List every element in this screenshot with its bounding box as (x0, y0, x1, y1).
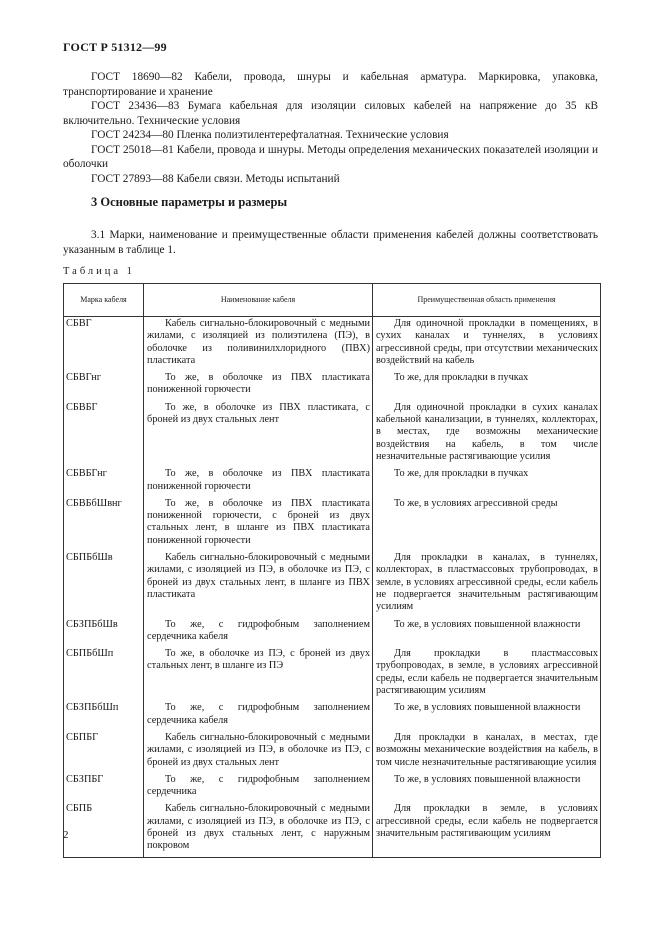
table-row (64, 497, 601, 551)
reference-item: ГОСТ 27893—88 Кабели связи. Методы испытаний (91, 172, 340, 185)
table-row (64, 647, 601, 701)
table-caption: Таблица 1 (63, 266, 135, 277)
cell-name: Кабель сигнально-блокировочный с медными жилами, с изоляцией из полиэтилена (ПЭ), в оболочке из поливинилхлоридного (ПВХ) пластиката (144, 317, 373, 372)
cell-application: Для прокладки в каналах, в туннелях, коллекторах, в пластмассовых трубопроводах, в земле, в условиях агрессивной среды, если кабель не подвергается значительным растягивающим усилиям (373, 551, 601, 617)
cell-application: Для одиночной прокладки в помещениях, в сухих каналах и туннелях, в условиях агрессивной среды, при отсутствии механических воздействий на кабель (373, 317, 601, 372)
document-header: ГОСТ Р 51312—99 (63, 40, 167, 54)
table-row (64, 551, 601, 617)
cell-application: Для прокладки в пластмассовых трубопроводах, в земле, в условиях агрессивной среды, если кабель не подвергается значительным растягивающим усилиям (373, 647, 601, 701)
section-title: 3 Основные параметры и размеры (91, 195, 288, 209)
table-row (64, 467, 601, 497)
references-list (63, 70, 598, 186)
cell-application: Для одиночной прокладки в сухих каналах кабельной канализации, в туннелях, коллекторах, в местах, где возможны механические воздействия на кабель, в том числе незначительные растягивающие усилия (373, 401, 601, 467)
reference-item: ГОСТ 23436—83 Бумага кабельная для изоляции силовых кабелей на напряжение до 35 кВ включительно. Технические условия (63, 100, 598, 127)
table-row (64, 701, 601, 731)
cell-mark: СБВБГ (64, 401, 144, 467)
cell-mark: СБПБбШв (64, 551, 144, 617)
cell-mark: СБВГ (64, 317, 144, 372)
cell-name: Кабель сигнально-блокировочный с медными жилами, с изоляцией из ПЭ, в оболочке из ПЭ, с броней из двух стальных лент, в шланге из ПВХ пластиката (144, 551, 373, 617)
cell-name: То же, с гидрофобным заполнением сердечника (144, 773, 373, 803)
cell-mark: СБЗПБбШп (64, 701, 144, 731)
cell-mark: СБПБГ (64, 731, 144, 773)
cell-application: То же, в условиях повышенной влажности (373, 618, 601, 648)
table-row (64, 773, 601, 803)
cell-name: То же, в оболочке из ПВХ пластиката пониженной горючести (144, 371, 373, 401)
cell-name: Кабель сигнально-блокировочный с медными жилами, с изоляцией из ПЭ, в оболочке из ПЭ, с броней из двух стальных лент, с наружным покровом (144, 802, 373, 857)
table-header-row (64, 284, 601, 317)
cell-application: Для прокладки в земле, в условиях агрессивной среды, если кабель не подвергается значительным растягивающим усилиям (373, 802, 601, 857)
cell-name: То же, в оболочке из ПВХ пластиката пониженной горючести (144, 467, 373, 497)
cell-application: То же, в условиях повышенной влажности (373, 701, 601, 731)
table-row (64, 371, 601, 401)
page-number: 2 (63, 829, 69, 841)
reference-item: ГОСТ 25018—81 Кабели, провода и шнуры. Методы определения механических показателей изоляции и оболочки (63, 143, 598, 170)
cell-name: Кабель сигнально-блокировочный с медными жилами, с изоляцией из ПЭ, в оболочке из ПЭ, с броней из двух стальных лент (144, 731, 373, 773)
table-row (64, 317, 601, 372)
header-mark: Марка кабеля (64, 284, 144, 317)
paragraph-3-1: 3.1 Марки, наименование и преимущественные области применения кабелей должны соответствовать указанным в таблице 1. (63, 229, 598, 256)
cell-name: То же, с гидрофобным заполнением сердечника кабеля (144, 701, 373, 731)
cell-application: То же, для прокладки в пучках (373, 467, 601, 497)
table-row (64, 618, 601, 648)
cell-application: То же, в условиях повышенной влажности (373, 773, 601, 803)
cell-mark: СБВГнг (64, 371, 144, 401)
cell-name: То же, в оболочке из ПЭ, с броней из двух стальных лент, в шланге из ПЭ (144, 647, 373, 701)
cell-mark: СБЗПБбШв (64, 618, 144, 648)
reference-item: ГОСТ 24234—80 Пленка полиэтилентерефталатная. Технические условия (91, 129, 449, 141)
cell-application: То же, в условиях агрессивной среды (373, 497, 601, 551)
cell-mark: СБВБГнг (64, 467, 144, 497)
table-row (64, 802, 601, 857)
header-application: Преимущественная область применения (373, 284, 601, 317)
cell-mark: СБПБ (64, 802, 144, 857)
header-name: Наименование кабеля (144, 284, 373, 317)
cell-name: То же, в оболочке из ПВХ пластиката, с броней из двух стальных лент (144, 401, 373, 467)
cable-table (63, 283, 601, 858)
table-row (64, 401, 601, 467)
cell-mark: СБПБбШп (64, 647, 144, 701)
cell-mark: СБЗПБГ (64, 773, 144, 803)
table-row (64, 731, 601, 773)
cell-application: То же, для прокладки в пучках (373, 371, 601, 401)
cell-mark: СБВБбШвнг (64, 497, 144, 551)
cell-application: Для прокладки в каналах, в местах, где возможны механические воздействия на кабель, в том числе незначительные растягивающие усилия (373, 731, 601, 773)
cell-name: То же, с гидрофобным заполнением сердечника кабеля (144, 618, 373, 648)
reference-item: ГОСТ 18690—82 Кабели, провода, шнуры и кабельная арматура. Маркировка, упаковка, транспортирование и хранение (63, 71, 598, 98)
cell-name: То же, в оболочке из ПВХ пластиката пониженной горючести, с броней из двух стальных лент, в шланге из ПВХ пластиката пониженной горючести (144, 497, 373, 551)
